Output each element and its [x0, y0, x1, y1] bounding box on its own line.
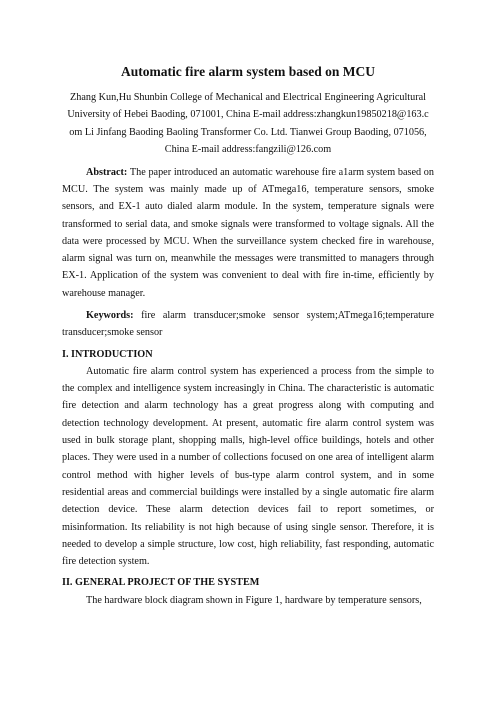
paper-title: Automatic fire alarm system based on MCU — [121, 64, 375, 79]
body-paragraph: The hardware block diagram shown in Figure 1, hardware by temperature sensors, — [86, 594, 422, 606]
keywords-text: fire alarm transducer;smoke sensor system;ATmega16;temperature transducer;smoke sensor — [62, 310, 434, 339]
abstract — [62, 164, 434, 302]
author-line: University of Hebei Baoding, 071001, China E-mail address:zhangkun19850218@163.c — [67, 109, 429, 121]
author-line: China E-mail address:fangzili@126.com — [164, 144, 332, 156]
abstract-label: Abstract: — [86, 166, 128, 178]
author-line: om Li Jinfang Baoding Baoling Transformer Co. Ltd. Tianwei Group Baoding, 071056, — [69, 126, 427, 138]
section-heading-general-project: II. GENERAL PROJECT OF THE SYSTEM — [62, 577, 260, 589]
body-paragraph: Automatic fire alarm control system has experienced a process from the simple to the complex and intelligence system increasingly in China. The characteristic is automatic fire detection and alarm technology has a great progress along with computing and detection technology development. At present, automatic fire alarm control system was used in bulk storage plant, shopping malls, high-level office buildings, hotels and other places. They were used in a number of collections focused on one area of intelligent alarm control method with higher levels of bus-type alarm control system, and in some residential areas and commercial buildings were installed by a single automatic fire alarm detection device. These alarm detection devices fail to report sometimes, or misinformation. Its reliability is not high because of using single sensor. Therefore, it is needed to develop a simple structure, low cost, high reliability, fast responding, automatic fire detection system. — [62, 365, 434, 568]
author-line: Zhang Kun,Hu Shunbin College of Mechanical and Electrical Engineering Agricultural — [70, 92, 426, 103]
section-heading-introduction: I. INTRODUCTION — [62, 348, 153, 360]
paper-page — [62, 64, 434, 609]
keywords — [62, 307, 434, 342]
abstract-text: The paper introduced an automatic warehouse fire a1arm system based on MCU. The system was mainly made up of ATmega16, temperature sensors, smoke sensors, and EX-1 auto dialed alarm module. In the system, temperature signals were transformed to serial data, and smoke signals were transformed to voltage signals. All the data were processed by MCU. When the surveillance system checked fire in warehouse, alarm signal was turn on, meanwhile the messages were transmitted to managers through EX-1. Application of the system was convenient to deal with fire in-time, efficiently by warehouse manager. — [62, 166, 434, 299]
keywords-label: Keywords: — [86, 310, 134, 321]
author-affiliations — [62, 89, 434, 159]
